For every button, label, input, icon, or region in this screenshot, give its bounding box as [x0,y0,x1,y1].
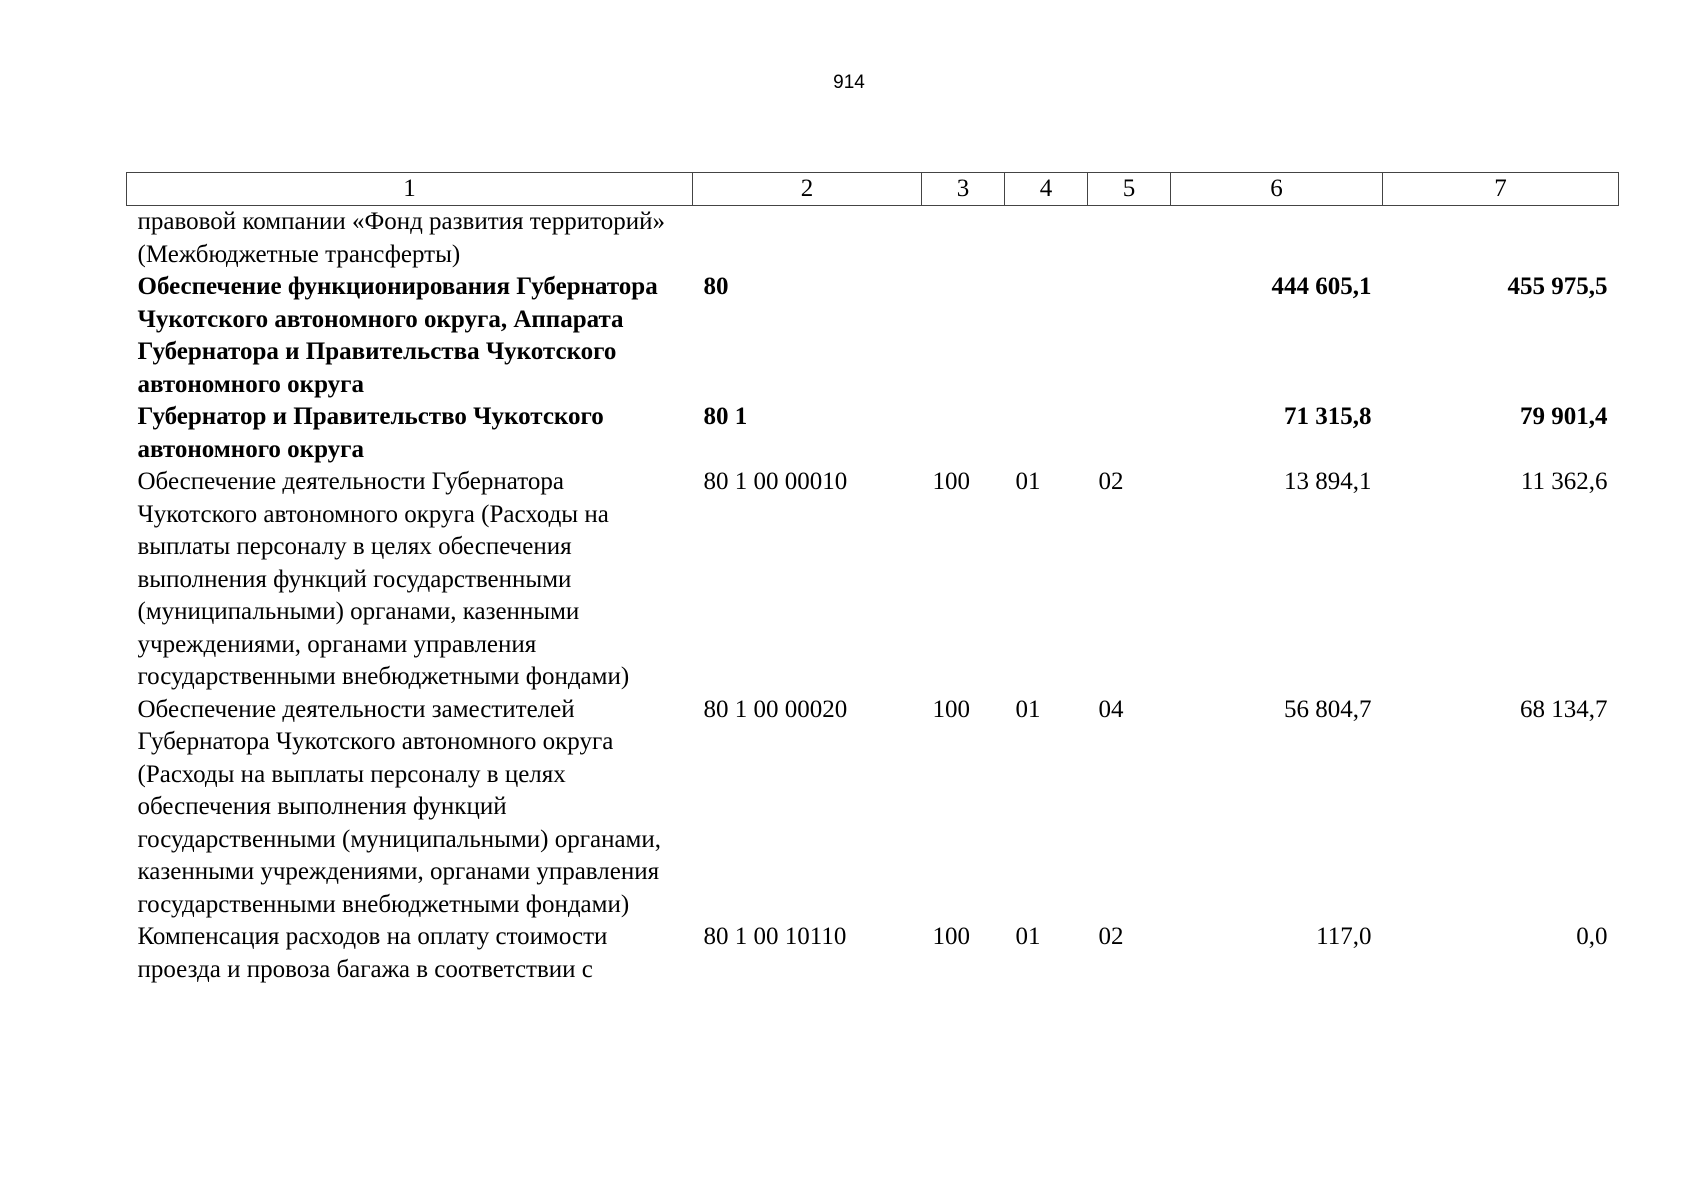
row-col-3 [922,271,1005,401]
row-col-4: 01 [1015,695,1041,723]
row-name: Компенсация расходов на оплату стоимости проезда и провоза багажа в соответствии с [137,923,608,983]
row-value-7: 79 901,4 [1520,403,1608,430]
table-header-row [127,173,1619,206]
row-name: Обеспечение функционирования Губернатора Чукотского автономного округа, Аппарата Губернатора и Правительства Чукотского автономного округа [137,273,658,398]
row-col-3: 100 [932,923,970,950]
row-value-6: 56 804,7 [1284,695,1372,723]
row-col-5: 02 [1098,468,1124,495]
row-code: 80 1 00 10110 [703,923,847,950]
row-code: 80 1 [703,403,748,430]
table-row [127,466,1619,694]
row-col-4 [1005,206,1088,272]
row-value-6: 444 605,1 [1271,273,1372,300]
row-code [693,206,922,272]
row-value-6: 117,0 [1316,923,1372,950]
row-col-3 [922,401,1005,466]
row-value-7: 0,0 [1576,923,1608,950]
row-col-3: 100 [932,468,970,495]
row-value-6: 13 894,1 [1284,468,1372,495]
table-row [127,271,1619,401]
row-col-3: 100 [932,695,970,723]
header-col-7: 7 [1383,173,1619,206]
table-row [127,694,1619,922]
row-col-4 [1005,271,1088,401]
row-value-6 [1171,206,1383,272]
row-value-7: 455 975,5 [1507,273,1608,300]
row-col-3 [922,206,1005,272]
header-col-3: 3 [922,173,1005,206]
row-col-5 [1088,401,1171,466]
row-code: 80 1 00 00020 [703,695,848,723]
header-col-4: 4 [1005,173,1088,206]
table-row [127,206,1619,272]
table-row [127,921,1619,986]
row-col-5: 04 [1098,695,1124,723]
header-col-2: 2 [693,173,922,206]
row-name: Губернатор и Правительство Чукотского автономного округа [137,403,604,463]
row-code: 80 [703,273,729,300]
row-col-5: 02 [1098,923,1124,950]
row-name: Обеспечение деятельности Губернатора Чукотского автономного округа (Расходы на выплаты персоналу в целях обеспечения выполнения функций государственными (муниципальными) органами, казенными учреждениями, органами управления государственными внебюджетными фондами) [137,468,630,690]
row-name: Обеспечение деятельности заместителей Губернатора Чукотского автономного округа (Расходы на выплаты персоналу в целях обеспечения выполнения функций государственными (муниципальными) органами, казенными учреждениями, органами управления государственными внебюджетными фондами) [137,695,661,918]
page-number: 914 [833,72,865,93]
row-col-5 [1088,271,1171,401]
header-col-1: 1 [127,173,693,206]
row-col-5 [1088,206,1171,272]
row-col-4: 01 [1015,468,1041,495]
table-row [127,401,1619,466]
row-value-6: 71 315,8 [1284,403,1372,430]
header-col-5: 5 [1088,173,1171,206]
row-code: 80 1 00 00010 [703,468,848,495]
budget-table [126,172,1619,986]
row-name: правовой компании «Фонд развития территорий» (Межбюджетные трансферты) [137,208,666,268]
row-value-7: 11 362,6 [1520,468,1608,495]
row-value-7 [1383,206,1619,272]
row-col-4: 01 [1015,923,1041,950]
row-col-4 [1005,401,1088,466]
row-value-7: 68 134,7 [1520,695,1608,723]
header-col-6: 6 [1171,173,1383,206]
